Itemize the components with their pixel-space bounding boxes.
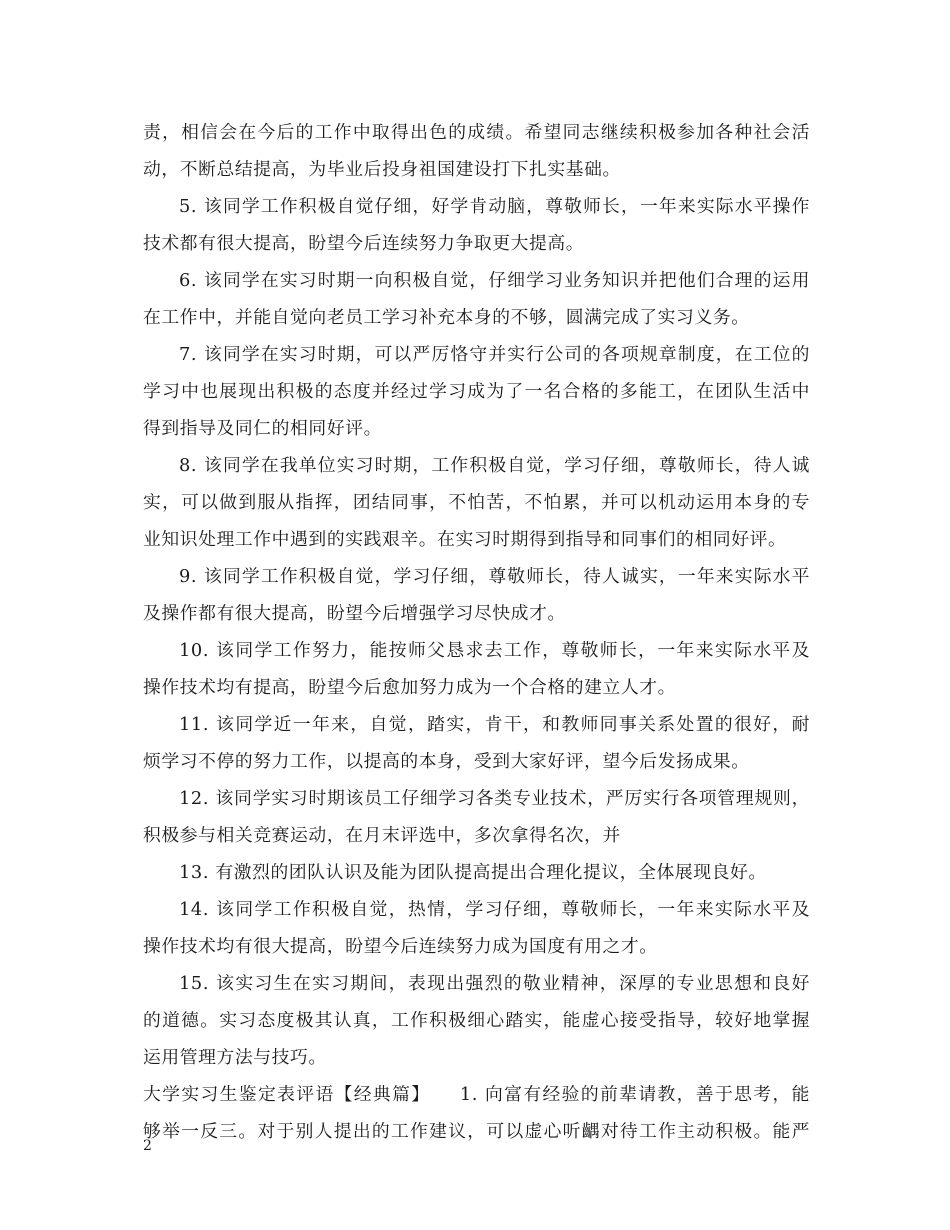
list-item-6: 6. 该同学在实习时期一向积极自觉，仔细学习业务知识并把他们合理的运用: [179, 270, 810, 291]
text-line: 操作技术均有很大提高，盼望今后连续努力成为国度有用之才。: [143, 936, 658, 957]
list-item-13: 13. 有激烈的团队认识及能为团队提高提出合理化提议，全体展现良好。: [179, 862, 767, 883]
text-line: 业知识处理工作中遇到的实践艰辛。在实习时期得到指导和同事们的相同好评。: [143, 529, 787, 550]
list-item-12: 12. 该同学实习时期该员工仔细学习各类专业技术，严厉实行各项管理规则，: [179, 788, 810, 809]
text-line: 技术都有很大提高，盼望今后连续努力争取更大提高。: [143, 233, 585, 254]
text-line: 积极参与相关竞赛运动，在月末评选中，多次拿得名次，并: [143, 825, 621, 846]
list-item-15: 15. 该实习生在实习期间，表现出强烈的敬业精神，深厚的专业思想和良好: [179, 973, 810, 994]
list-item-7: 7. 该同学在实习时期，可以严厉恪守并实行公司的各项规章制度，在工位的: [179, 344, 810, 365]
text-line: 烦学习不停的努力工作，以提高的本身，受到大家好评，望今后发扬成果。: [143, 751, 750, 772]
text-line: 实，可以做到服从指挥，团结同事，不怕苦，不怕累，并可以机动运用本身的专: [143, 492, 810, 513]
text-line: 够举一反三。对于别人提出的工作建议，可以虚心听齵对待工作主动积极。能严: [143, 1121, 810, 1142]
text-line: 动，不断总结提高，为毕业后投身祖国建设打下扎实基础。: [143, 159, 621, 180]
list-item-8: 8. 该同学在我单位实习时期，工作积极自觉，学习仔细，尊敬师长，待人诚: [179, 455, 810, 476]
page-number: 2: [143, 1138, 152, 1154]
section-heading-line: 大学实习生鉴定表评语【经典篇】 1. 向富有经验的前辈请教，善于思考，能: [143, 1084, 810, 1105]
list-item-5: 5. 该同学工作积极自觉仔细，好学肯动脑，尊敬师长，一年来实际水平操作: [179, 196, 810, 217]
text-line: 学习中也展现出积极的态度并经过学习成为了一名合格的多能工，在团队生活中: [143, 381, 810, 402]
list-item-9: 9. 该同学工作积极自觉，学习仔细，尊敬师长，待人诚实，一年来实际水平: [179, 566, 810, 587]
text-line: 在工作中，并能自觉向老员工学习补充本身的不够，圆满完成了实习义务。: [143, 307, 750, 328]
text-line: 得到指导及同仁的相同好评。: [143, 418, 382, 439]
list-item-14: 14. 该同学工作积极自觉，热情，学习仔细，尊敬师长，一年来实际水平及: [179, 899, 810, 920]
list-item-10: 10. 该同学工作努力，能按师父恳求去工作，尊敬师长，一年来实际水平及: [179, 640, 810, 661]
text-line: 的道德。实习态度极其认真，工作积极细心踏实，能虚心接受指导，较好地掌握: [143, 1010, 810, 1031]
text-line: 及操作都有很大提高，盼望今后增强学习尽快成才。: [143, 603, 566, 624]
text-line: 责，相信会在今后的工作中取得出色的成绩。希望同志继续积极参加各种社会活: [143, 122, 810, 143]
list-item-11: 11. 该同学近一年来，自觉，踏实，肯干，和教师同事关系处置的很好，耐: [179, 714, 810, 735]
document-body: [143, 114, 810, 1150]
text-line: 操作技术均有提高，盼望今后愈加努力成为一个合格的建立人才。: [143, 677, 677, 698]
text-line: 运用管理方法与技巧。: [143, 1047, 327, 1068]
